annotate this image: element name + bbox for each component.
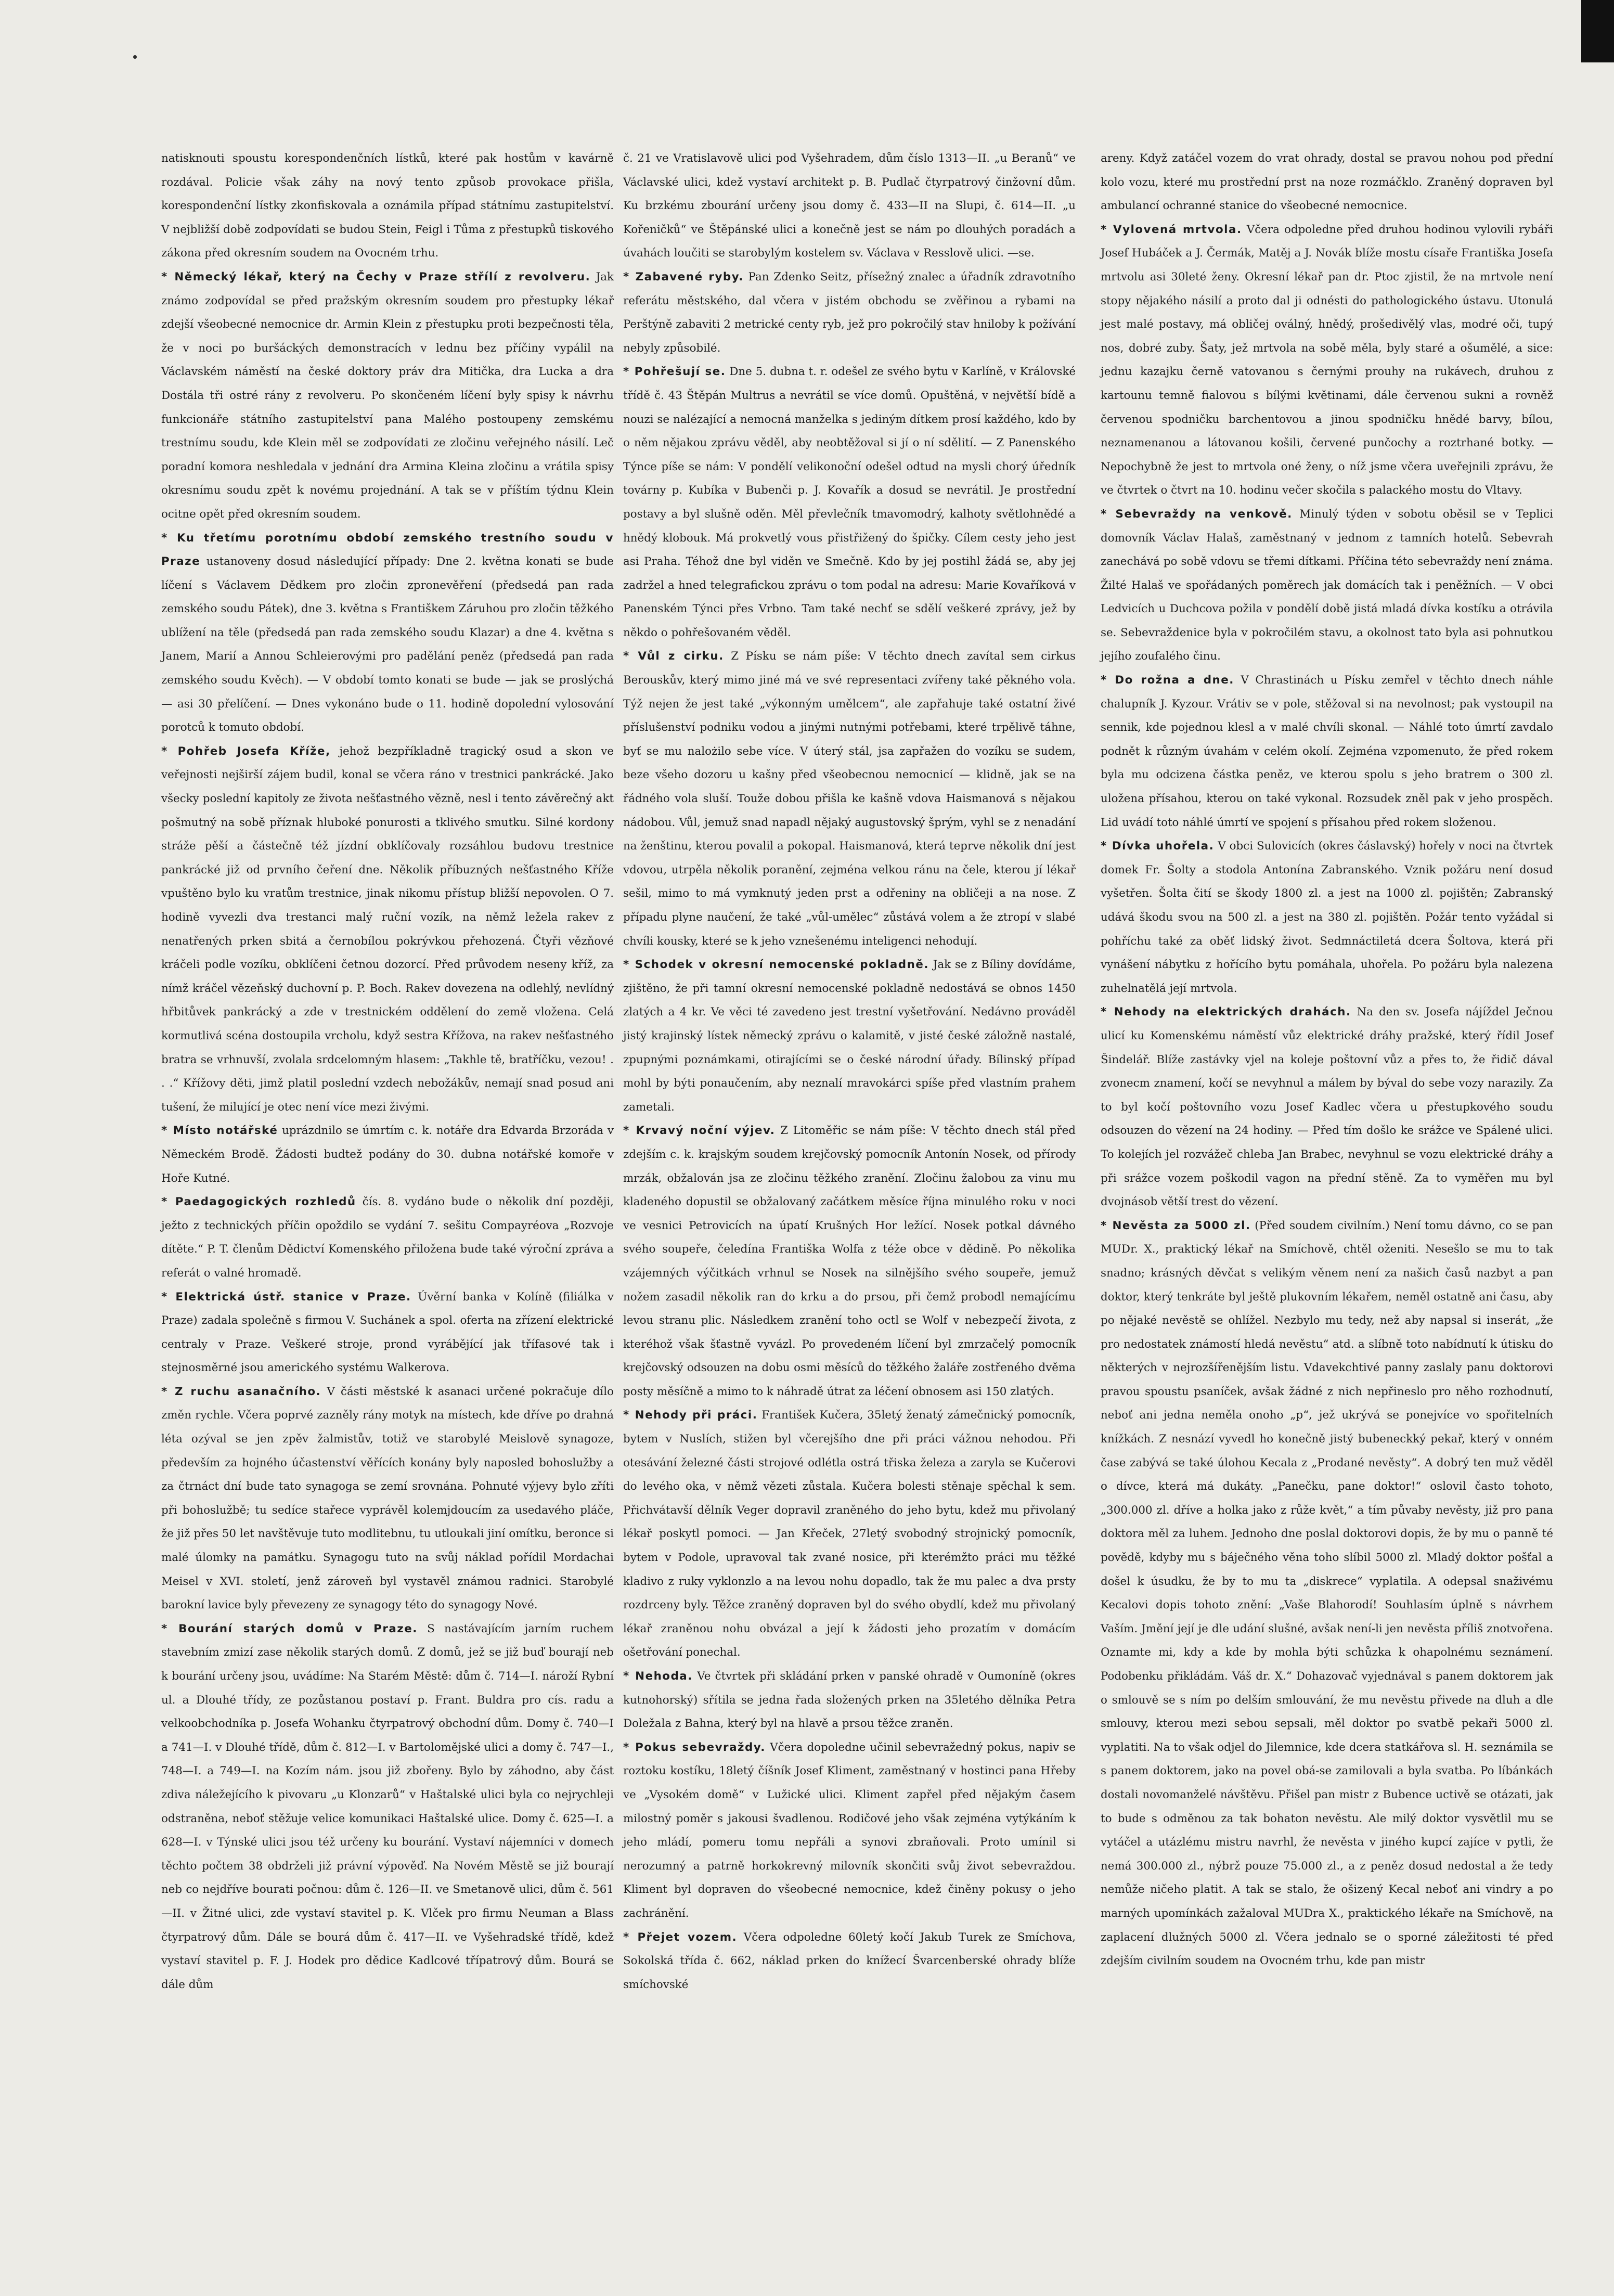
news-article	[1101, 668, 1553, 834]
article-body: Na den sv. Josefa nájíždel Ječnou ulicí ku Komenskému náměstí vůz elektrické dráhy pražské, který řídil Josef Šindelář. Blíže zastávky vjel na koleje poštovní vůz a přes to, že řidič dával zvonecm znamení, kočí se nevyhnul a málem by býval do sebe vozy narazily. Za to byl kočí poštovního vozu Josef Kadlec včera u přestupkového soudu odsouzen do vězení na 24 hodiny. — Před tím došlo ke srážce ve Spálené ulici. To kolejích jel rozvážeč chleba Jan Brabec, nevyhnul se vozu elektrické dráhy a při srážce vozem poškodil vagon na přední stěně. Za to vyměřen mu byl dvojnásob větší trest do vězení.	[1101, 1005, 1553, 1209]
article-headline: * Z ruchu asanačního.	[161, 1385, 321, 1398]
article-body: V Chrastinách u Písku zemřel v těchto dnech náhle chalupník J. Kyzour. Vrátiv se v pole, stěžoval si na nevolnost; pak vystoupil na sennik, kde pojednou klesl a v malé chvíli skonal. — Náhlé toto úmrtí zavdalo podnět k různým úvahám v celém okolí. Zejména vzpomenuto, že před rokem byla mu odcizena částka peněz, ve kterou spolu s jeho bratrem o 300 zl. uložena přísahou, kterou on také vykonal. Rozsudek zněl pak v jeho prospěch. Lid uvádí toto náhlé úmrtí ve spojení s přísahou před rokem složenou.	[1101, 674, 1553, 829]
news-article	[623, 265, 1076, 360]
article-headline: * Dívka uhořela.	[1101, 840, 1215, 853]
article-body: Dne 5. dubna t. r. odešel ze svého bytu v Karlíně, v Královské třídě č. 43 Štěpán Multrus a nevrátil se více domů. Opuštěná, v největší bídě a nouzi se nalézající a nemocná manželka s jediným dítkem prosí každého, kdo by o něm nějakou zprávu věděl, aby neobtěžoval si jí o ní sdělití. — Z Panenského Týnce píše se nám: V pondělí velikonoční odešel odtud na mysli chorý úředník továrny p. Kubíka v Bubenči p. J. Kovařík a dosud se nevrátil. Je prostřední postavy a byl slušně oděn. Měl převlečník tmavomodrý, kalhoty světlohnědé a hnědý klobouk. Má prokvetlý vous přistřižený do špičky. Cílem cesty jeho jest asi Praha. Téhož dne byl viděn ve Smečně. Kdo by jej postihl žádá se, aby jej zadržel a hned telegrafickou zprávu o tom podal na adresu: Marie Kovaříková v Panenském Týnci přes Vrbno. Tam také nechť se sdělí veškeré zprávy, jež by někdo o pohřešovaném věděl.	[623, 365, 1076, 639]
article-headline: * Nehody na elektrických drahách.	[1101, 1005, 1351, 1019]
article-headline: * Nehody při práci.	[623, 1409, 758, 1422]
article-body: František Kučera, 35letý ženatý zámečnický pomocník, bytem v Nuslích, stižen byl včerejšího dne při práci vážnou nehodou. Při otesávání železné části strojové odlétla ostrá třiska železa a zaryla se Kučerovi do levého oka, v němž vězeti zůstala. Kučera bolesti stěnaje spěchal k sem. Přichvátavší dělník Veger dopravil zraněného do jeho bytu, kdež mu přivolaný lékař poskytl pomoci. — Jan Křeček, 27letý svobodný strojnický pomocník, bytem v Podole, upravoval tak zvané nosice, při kterémžto práci mu těžké kladivo z ruky vyklonzlo a na levou nohu dopadlo, tak že mu palec a dva prsty rozdrceny byly. Těžce zraněný dopraven byl do svého obydlí, kdež mu přivolaný lékař zraněnou nohu obvázal a její k žádosti jeho prozatím v domácím ošetřování ponechal.	[623, 1409, 1076, 1659]
news-article	[1101, 218, 1553, 502]
news-article	[623, 1403, 1076, 1665]
article-body: Úvěrní banka v Kolíně (filiálka v Praze) zadala společně s firmou V. Suchánek a spol. oferta na zřízení elektrické centraly v Praze. Veškeré stroje, prond vyrábějící jak třífasové tak i stejnosměrné jsou amerického systému Walkerova.	[161, 1290, 614, 1375]
article-headline: * Elektrická ústř. stanice v Praze.	[161, 1290, 411, 1304]
article-continuation	[1101, 147, 1553, 218]
article-headline: * Německý lékař, který na Čechy v Praze střílí z revolveru.	[161, 270, 591, 283]
news-article	[161, 740, 614, 1119]
article-continuation	[623, 147, 1076, 265]
article-body: uprázdnilo se úmrtím c. k. notáře dra Edvarda Brzoráda v Německém Brodě. Žádosti budtež podány do 30. dubna notářské komoře v Hoře Kutné.	[161, 1124, 614, 1185]
news-article	[623, 1926, 1076, 1997]
article-body: S nastávajícím jarním ruchem stavebním zmizí zase několik starých domů. Z domů, jež se již buď bourají neb k bourání určeny jsou, uvádíme: Na Starém Městě: dům č. 714—I. nároží Rybní ul. a Dlouhé třídy, ze pozůstanou postaví p. Frant. Buldra pro cís. radu a velkoobchodníka p. Josefa Wohanku čtyrpatrový obchodní dům. Domy č. 740—I a 741—I. v Dlouhé třídě, dům č. 812—I. v Bartolomějské ulici a domy č. 747—I., 748—I. a 749—I. na Kozím nám. jsou již zbořeny. Bylo by záhodno, aby část zdiva náležejícího k pivovaru „u Klonzarů“ v Haštalské ulici byla co nejrychleji odstraněna, neboť stěžuje velice komunikaci Haštalské ulice. Domy č. 625—I. a 628—I. v Týnské ulici jsou též určeny ku bourání. Vystaví nájemníci v domech těchto počtem 38 obdrželi již právní výpověď. Na Novém Městě se již bourají neb co nejdříve bourati počnou: dům č. 126—II. ve Smetanově ulici, dům č. 561—II. v Žitné ulici, zde vystaví stavitel p. K. Vlček pro firmu Neuman a Blass čtyrpatrový dům. Dále se bourá dům č. 417—II. ve Vyšehradské třídě, kdež vystaví stavitel p. F. J. Hodek pro dědice Kadlcové třípatrový dům. Bourá se dále dům	[161, 1622, 614, 1991]
article-body: ustanoveny dosud následující případy: Dne 2. května konati se bude líčení s Václavem Dědkem pro zločin zpronevěření (předsedá pan rada zemského soudu Pátek), dne 3. května s Františkem Záruhou pro zločin těžkého ublížení na těle (předsedá pan rada zemského soudu Klazar) a dne 4. května s Janem, Marií a Annou Schleierovými pro padělání peněz (předsedá pan rada zemského soudu Kvěch). — V období tomto konati se bude — jak se proslýchá — asi 30 přelíčení. — Dnes vykonáno bude o 11. hodině dopolední vylosování porotců k tomuto období.	[161, 555, 614, 734]
news-article	[161, 1190, 614, 1285]
news-article	[623, 644, 1076, 953]
news-article	[161, 1119, 614, 1190]
article-body: jehož bezpříkladně tragický osud a skon ve veřejnosti nejširší zájem budil, konal se včera ráno v trestnici pankrácké. Jako všecky poslední kapitoly ze života nešťastného vězně, nesl i tento závěrečný akt pošmutný na sobě příznak hluboké ponurosti a tklivého smutku. Silné kordony stráže pěší a částečně též jízdní obklíčovaly rozsáhlou budovu trestnice pankrácké již od prvního čeření dne. Několik příbuzných nešťastného Kříže vpuštěno bylo ku vratům trestnice, jinak nikomu přístup bližší nepovolen. O 7. hodině vyvezli dva trestanci malý ruční vozík, na němž ležela rakev z nenatřených prken sbitá a černobílou pokrývkou přehozená. Čtyři vězňové kráčeli podle vozíku, obklíčeni četnou dozorcí. Před průvodem neseny kříž, za nímž kráčel vězeňský duchovní p. P. Boch. Rakev dovezena na odlehlý, nevlídný hřbitůvek pankrácký a zde v trestnickém oddělení do země vložena. Celá kormutlivá scéna dostoupila vrcholu, když sestra Křížova, na rakev nešťastného bratra se vrhnuvší, zvolala srdcelomným hlasem: „Takhle tě, bratříčku, vezou! . . .“ Křížovy děti, jimž platil poslední vzdech nebožákův, nemají snad posud ani tušení, že milující je otec není více mezi živými.	[161, 744, 614, 1114]
news-article	[1101, 834, 1553, 1000]
article-headline: * Nehoda.	[623, 1670, 693, 1683]
article-body: Jak známo zodpovídal se před pražským okresním soudem pro přestupky lékař zdejší všeobecné nemocnice dr. Armin Klein z přestupku proti bezpečnosti těla, že v noci po buršáckých demonstracích v lednu bez příčiny vypálil na Václavském náměstí na české doktory práv dra Mitička, dra Lucka a dra Dostála tři ostré rány z revolveru. Po skončeném líčení byly spisy k návrhu funkcionáře státního zastupitelství pana Malého postoupeny zemskému trestnímu soudu, kde Klein měl se zodpovídati ze zločinu veřejného násilí. Leč poradní komora neshledala v jednání dra Armina Kleina zločinu a vrátila spisy okresnímu soudu zpět k novému projednání. A tak se v příštím týdnu Klein ocitne opět před okresním soudem.	[161, 270, 614, 521]
article-body: č. 21 ve Vratislavově ulici pod Vyšehradem, dům číslo 1313—II. „u Beranů“ ve Václavské ulici, kdež vystaví architekt p. B. Pudlač čtyrpatrový činžovní dům. Ku brzkému zbourání určeny jsou domy č. 433—II na Slupi, č. 614—II. „u Kořeničků“ ve Štěpánské ulici a konečně jest se nám po dlouhých poradách a úvahách loučiti se starobylým kostelem sv. Václava v Resslově ulici. —se.	[623, 152, 1076, 260]
article-body: Včera odpoledne 60letý kočí Jakub Turek ze Smíchova, Sokolská třída č. 662, náklad prken do knížecí Švarcenberské ohrady blíže smíchovské	[623, 1930, 1076, 1991]
news-article	[161, 1380, 614, 1617]
corner-crop-mark	[1581, 0, 1614, 62]
stray-ink-mark	[133, 55, 137, 59]
article-body: čís. 8. vydáno bude o několik dní později, ježto z technických příčin opoždilo se vydání 7. sešitu Compayréova „Rozvoje dítěte.“ P. T. členům Dědictví Komenského přiložena bude také výroční zpráva a referát o valné hromadě.	[161, 1195, 614, 1280]
article-headline: * Ku třetímu porotnímu období zemského trestního soudu v Praze	[161, 531, 614, 569]
news-article	[623, 1736, 1076, 1926]
article-headline: * Vůl z cirku.	[623, 650, 724, 663]
article-body: Z Litoměřic se nám píše: V těchto dnech stál před zdejším c. k. krajským soudem krejčovský pomocník Antonín Nosek, od přírody mrzák, obžalován jsa ze zločinu těžkého zranění. Zločinu žalobou za vinu mu kladeného dopustil se obžalovaný začátkem měsíce října minulého roku v noci ve vesnici Petrovicích na úpatí Krušných Hor ležící. Nosek potkal dávného svého soupeře, čeledína Františka Wolfa z téže obce v dědině. Po několika vzájemných výčitkách vrhnul se Nosek na silnějšího svého soupeře, jemuž nožem zasadil několik ran do krku a do prsou, při čemž probodl nemajícímu levou stranu plic. Následkem zranění toho octl se Wolf v nebezpečí života, z kteréhož však šťastně vyvázl. Po provedeném líčení byl zmrzačelý pomocník krejčovský odsouzen na dobu osmi měsíců do těžkého žaláře zostřeného dvěma posty měsíčně a mimo to k náhradě útrat za léčení obnosem asi 150 zlatých.	[623, 1124, 1076, 1398]
column-3	[1101, 147, 1553, 1973]
article-headline: * Paedagogických rozhledů	[161, 1195, 356, 1209]
article-headline: * Zabavené ryby.	[623, 270, 744, 283]
article-body: Včera odpoledne před druhou hodinou vylovili rybáři Josef Hubáček a J. Čermák, Matěj a J. Novák blíže mostu císaře Františka Josefa mrtvolu asi 30leté ženy. Okresní lékař pan dr. Ptoc zjistil, že na mrtvole není stopy nějakého násilí a proto dal ji odnésti do pathologického ústavu. Utonulá jest malé postavy, má obličej oválný, hnědý, prošedivělý vlas, modré oči, tupý nos, dobré zuby. Šaty, jež mrtvola na sobě měla, byly staré a ošumělé, a sice: jednu kazajku černě vatovanou s černými prouhy na rukávech, druhou z kartounu temně fialovou s bílými květinami, dále červenou sukni a rovněž červenou spodničku barchentovou a jinou spodničku hnědé barvy, bílou, neznamenanou a látovanou košili, červené punčochy a roztrhané botky. — Nepochybně že jest to mrtvola oné ženy, o níž jsme včera uveřejnili zprávu, že ve čtvrtek o čtvrt na 10. hodinu večer skočila s palackého mostu do Vltavy.	[1101, 223, 1553, 497]
article-headline: * Pokus sebevraždy.	[623, 1740, 766, 1754]
article-body: V obci Sulovicích (okres čáslavský) hořely v noci na čtvrtek domek Fr. Šolty a stodola Antonína Zabranského. Vznik požáru není dosud vyšetřen. Šolta čití se škody 1800 zl. a jest na 1000 zl. pojištěn; Zabranský udává škodu svou na 500 zl. a jest na 380 zl. pojištěn. Požár tento vyžádal si pohříchu také za oběť lidský život. Sedmnáctiletá dcera Šoltova, která při vynášení nábytku z hořícího bytu pomáhala, uhořela. Po požáru byla nalezena zuhelnatělá její mrtvola.	[1101, 840, 1554, 995]
article-body: Včera dopoledne učinil sebevražedný pokus, napiv se roztoku kostíku, 18letý číšník Josef Kliment, zaměstnaný v hostinci pana Hřeby ve „Vysokém domě“ v Lužické ulici. Kliment zapřel před nějakým časem milostný poměr s jakousi švadlenou. Rodičové jeho však zejména vytýkáním k jeho mládí, pomeru tomu nepřáli a synovi zbraňovali. Proto umínil si nerozumný a patrně horkokrevný milovník skončiti svůj život sebevraždou. Kliment byl dopraven do všeobecné nemocnice, kdež činěny pokusy o jeho zachránění.	[623, 1740, 1076, 1920]
article-body: Minulý týden v sobotu oběsil se v Teplici domovník Václav Halaš, zaměstnaný v jednom z tamních hotelů. Sebevrah zanechává po sobě vdovu se třemi dítkami. Příčina této sebevraždy není známa. Žilté Halaš ve spořádaných poměrech jak domácích tak i peněžních. — V obci Ledvicích u Duchcova požila v pondělí době jistá mladá dívka kostíku a otrávila se. Sebevraždenice byla v pokročilém stavu, a okolnost tato byla asi pohnutkou jejího zoufalého činu.	[1101, 507, 1553, 663]
article-continuation	[161, 147, 614, 265]
news-article	[161, 526, 614, 740]
article-body: Jak se z Bíliny dovídáme, zjištěno, že při tamní okresní nemocenské pokladně nedostává se obnos 1450 zlatých a 4 kr. Ve věci té zavedeno jest trestní vyšetřování. Nedávno prováděl jistý krajinský lístek německý zprávu o kalamitě, v jisté české záložně nastalé, zpupnými poznámkami, otirajícími se o české národní úřady. Bílinský případ mohl by býti ponaučením, aby neznalí mravokárci spíše před vlastním prahem zametali.	[623, 958, 1076, 1114]
article-headline: * Pohřeb Josefa Kříže,	[161, 744, 331, 758]
article-body: areny. Když zatáčel vozem do vrat ohrady, dostal se pravou nohou pod přední kolo vozu, které mu prostřední prst na noze rozmáčklo. Zraněný dopraven byl ambulancí ochranné stanice do všeobecné nemocnice.	[1101, 152, 1553, 213]
news-article	[623, 1119, 1076, 1403]
column-1	[161, 147, 614, 1996]
article-body: Z Písku se nám píše: V těchto dnech zavítal sem cirkus Berouskův, který mimo jiné má ve své representaci zvířeny také pěkného vola. Týž nejen že jest také „výkonným umělcem“, ale zapřahuje také ostatní živé příslušenství podniku vodou a jinými nutnými potřebami, které trpělivě táhne, byť se mu nalożilo sebe více. V úterý stál, jsa zapřažen do vozíku se sudem, beze všeho dozoru u kašny před všeobecnou nemocnicí — klidně, jak se na řádného vola sluší. Touže dobou přišla ke kašně vdova Haismanová s nějakou nádobou. Vůl, jemuž snad napadl nějaký augustovský šprým, vyhl se z nenadání na ženštinu, kterou povalil a pokopal. Haismanová, která teprve několik dní jest vdovou, utrpěla několik poranění, zejména velkou ránu na čele, kterou jí lékař sešil, mimo to má vymknutý jeden prst a odřeniny na obličeji a na nose. Z případu plyne naučení, že také „vůl-umělec“ zůstává volem a že ztropí v slabé chvíli kousky, které se k jeho vznešenému inteligenci nehodují.	[623, 650, 1076, 948]
column-2	[623, 147, 1076, 1996]
article-body: Ve čtvrtek při skládání prken v panské ohradě v Oumoníně (okres kutnohorský) sřítila se jedna řada složených prken na 35letého dělníka Petra Doležala z Bahna, který byl na hlavě a prsou těžce zraněn.	[623, 1670, 1076, 1731]
article-headline: * Schodek v okresní nemocenské pokladně.	[623, 958, 929, 972]
article-body: Pan Zdenko Seitz, přísežný znalec a úřadník zdravotního referátu městského, dal včera v jistém obchodu se zvěřinou a rybami na Perštýně zabaviti 2 metrické centy ryb, jež pro pokročilý stav hniloby k požívání nebyly způsobilé.	[623, 270, 1076, 355]
news-article	[161, 265, 614, 526]
article-headline: * Přejet vozem.	[623, 1930, 738, 1944]
news-article	[161, 1285, 614, 1380]
news-article	[623, 360, 1076, 644]
article-headline: * Krvavý noční výjev.	[623, 1124, 776, 1138]
article-headline: * Bourání starých domů v Praze.	[161, 1622, 418, 1635]
article-headline: * Sebevraždy na venkově.	[1101, 507, 1293, 521]
article-body: natisknouti spoustu korespondenčních lístků, které pak hostům v kavárně rozdával. Policie však záhy na nový tento způsob provokace přišla, korespondenční lístky zkonfiskovala a oznámila případ státnímu zastupitelství. V nejbližší době zodpovídati se budou Stein, Feigl i Tůma z přestupků tiskového zákona před okresním soudem na Ovocném trhu.	[161, 152, 614, 260]
news-article	[623, 953, 1076, 1119]
article-headline: * Do rožna a dne.	[1101, 674, 1234, 687]
news-article	[623, 1665, 1076, 1736]
article-body: V části městské k asanaci určené pokračuje dílo změn rychle. Včera poprvé zazněly rány motyk na místech, kde dříve po drahná léta ozýval se jen zpěv žalmistův, totiž ve starobylé Meislově synagoze, především za hojného účastenství věřících konány byly naposled bohoslužby a za čtrnáct dní bude tato synagoga se zemí srovnána. Pohnuté výjevy bylo zříti při bohoslužbě; tu sedíce stařece vyprávěl kolemjdoucím za usedavého pláče, že již přes 50 let navštěvuje tuto modlitebnu, tu utloukali jiní omítku, beronce si malé úlomky na památku. Synagogu tuto na svůj náklad pořídil Mordachai Meisel v XVI. století, jenž zároveň byl vystavěl známou radnici. Starobylé barokní lavice byly převezeny ze synagogy této do synagogy Nové.	[161, 1385, 614, 1612]
article-headline: * Pohřešují se.	[623, 365, 726, 379]
news-article	[161, 1617, 614, 1997]
article-headline: * Nevěsta za 5000 zl.	[1101, 1219, 1251, 1232]
news-article	[1101, 502, 1553, 668]
news-article	[1101, 1000, 1553, 1214]
article-headline: * Místo notářské	[161, 1124, 278, 1138]
news-article	[1101, 1214, 1553, 1973]
article-headline: * Vylovená mrtvola.	[1101, 223, 1242, 236]
article-body: (Před soudem civilním.) Není tomu dávno, co se pan MUDr. X., praktický lékař na Smíchově, chtěl oženiti. Nesešlo se mu to tak snadno; krásných děvčat s velikým věnem není za našich časů nazbyt a pan doktor, který tenkráte byl ještě plukovním lékařem, neměl ostatně ani času, aby po nějaké nevěstě se ohlížel. Nezbylo mu tedy, než aby napsal si inserát, „že pro nedostatek známostí hledá nevěstu“ atd. a slíbně toto nabídnutí k útisku do některých v nejrozšířenějším listu. Vdavekchtivé panny zaslaly panu doktorovi pravou spoustu psaníček, avšak žádné z nich nepřineslo pro něho rozhodnutí, neboť ani jedna neměla onoho „p“, jež ukrývá se ponejvíce vo spořitelních knížkách. Z nesnází vyvedl ho konečně jistý bubeneckký pekař, který v onném čase zabývá se také úlohou Kecala z „Prodané nevěsty“. A dobrý ten muž věděl o dívce, která má dukáty. „Panečku, pane doktor!“ oslovil často tohoto, „300.000 zl. dříve a holka jako z růže květ,“ a tím půvaby nevěsty, již pro pana doktora měl za luhem. Jednoho dne poslal doktorovi dopis, že by mu o panně té povědě, kdyby mu s báječného věna toho slíbil 5000 zl. Mladý doktor pošťal a došel k úsudku, že by to mu ta „diskrece“ vyplatila. A odepsal snaživému Kecalovi dopis tohoto znění: „Vaše Blahorodí! Souhlasím úplně s návrhem Vaším. Jmění její je dle udání slušné, avšak není-li jen nevěsta příliš znotvořena. Oznamte mi, kdy a kde by mohla býti schůzka k ohapolnému seznámení. Podobenku přikládám. Váš dr. X.“ Dohazovač vyjednával s panem doktorem jak o smlouvě se s ním po delším smlouvání, že mu nevěstu přivede na dluh a dle smlouvy, kterou mezi sebou sepsali, měl doktor po svatbě pekaři 5000 zl. vyplatiti. Na to však odjel do Jilemnice, kde dcera statkářova sl. H. seznámila se s panem doktorem, jako na povel obá-se zamilovali a byla svatba. Po líbánkách dostali novomanželé návštěvu. Přišel pan mistr z Bubence uctivě se otázati, jak to bude s odměnou za tak bohaton nevěstu. Ale milý doktor vysvětlil mu se vytáčel a utázlému mistru navrhl, že nevěsta v jiného kupcí zajíce v pytli, že nemá 300.000 zl., nýbrž pouze 75.000 zl., a z peněz dosud nedostal a že tedy nemůže ničeho platit. A tak se stalo, že ošizený Kecal neboť ani vindry a po marných upomínkách zažaloval MUDra X., praktického lékaře na Smíchově, na zaplacení dlužných 5000 zl. Včera jednalo se o sporné záležitosti té před zdejším civilním soudem na Ovocném trhu, kde pan mistr	[1101, 1219, 1553, 1968]
